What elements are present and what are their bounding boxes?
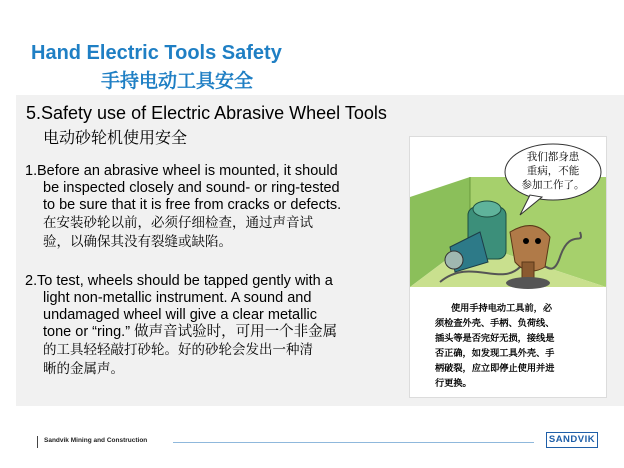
illustration-caption	[435, 301, 590, 391]
speech-bubble-line: 重病，不能	[526, 165, 580, 177]
paragraph-1	[25, 163, 405, 252]
page-title: Hand Electric Tools Safety	[31, 42, 282, 64]
paragraph-line: to be sure that it is free from cracks or defects.	[43, 197, 342, 213]
paragraph-line: undamaged wheel will give a clear metallic	[43, 307, 318, 323]
section-title-chinese: 电动砂轮机使用安全	[43, 128, 188, 147]
paragraph-line: tone or “ring.” 做声音试验时，可用一个非金属	[43, 324, 338, 340]
footer-company: Sandvik Mining and Construction	[44, 437, 148, 444]
cartoon-illustration	[409, 136, 607, 398]
paragraph-line: be inspected closely and sound- or ring-tested	[43, 180, 340, 196]
paragraph-2	[25, 273, 405, 379]
sandvik-logo: SANDVIK	[546, 432, 598, 448]
speech-bubble-line: 我们都身患	[526, 151, 580, 163]
caption-line: 行更换。	[435, 378, 472, 389]
section-title: 5.Safety use of Electric Abrasive Wheel Tools	[26, 103, 387, 123]
page-title-chinese: 手持电动工具安全	[101, 70, 254, 92]
footer-divider	[37, 436, 38, 448]
footer-rule	[173, 442, 534, 443]
paragraph-number: 2.	[25, 273, 38, 289]
speech-bubble-line: 参加工作了。	[521, 179, 585, 191]
paragraph-number: 1.	[25, 163, 38, 179]
paragraph-line: Before an abrasive wheel is mounted, it should	[37, 163, 338, 179]
caption-line: 否正确，如发现工具外壳、手	[435, 348, 555, 359]
caption-line: 使用手持电动工具前，必	[451, 303, 553, 314]
paragraph-line-chinese: 在安装砂轮以前，必须仔细检查，通过声音试	[43, 215, 313, 231]
paragraph-line: To test, wheels should be tapped gently with a	[37, 273, 333, 289]
caption-line: 插头等是否完好无损，接线是	[435, 333, 555, 344]
paragraph-line-chinese: 晰的金属声。	[43, 361, 124, 377]
caption-line: 须检查外壳、手柄、负荷线、	[435, 318, 555, 329]
caption-line: 柄破裂，应立即停止使用并进	[435, 363, 555, 374]
speech-bubble-text	[512, 150, 594, 192]
paragraph-line-chinese: 验，以确保其没有裂缝或缺陷。	[43, 234, 232, 250]
paragraph-line: light non-metallic instrument. A sound and	[43, 290, 312, 306]
paragraph-line-chinese: 的工具轻轻敲打砂轮。好的砂轮会发出一种清	[43, 342, 313, 358]
